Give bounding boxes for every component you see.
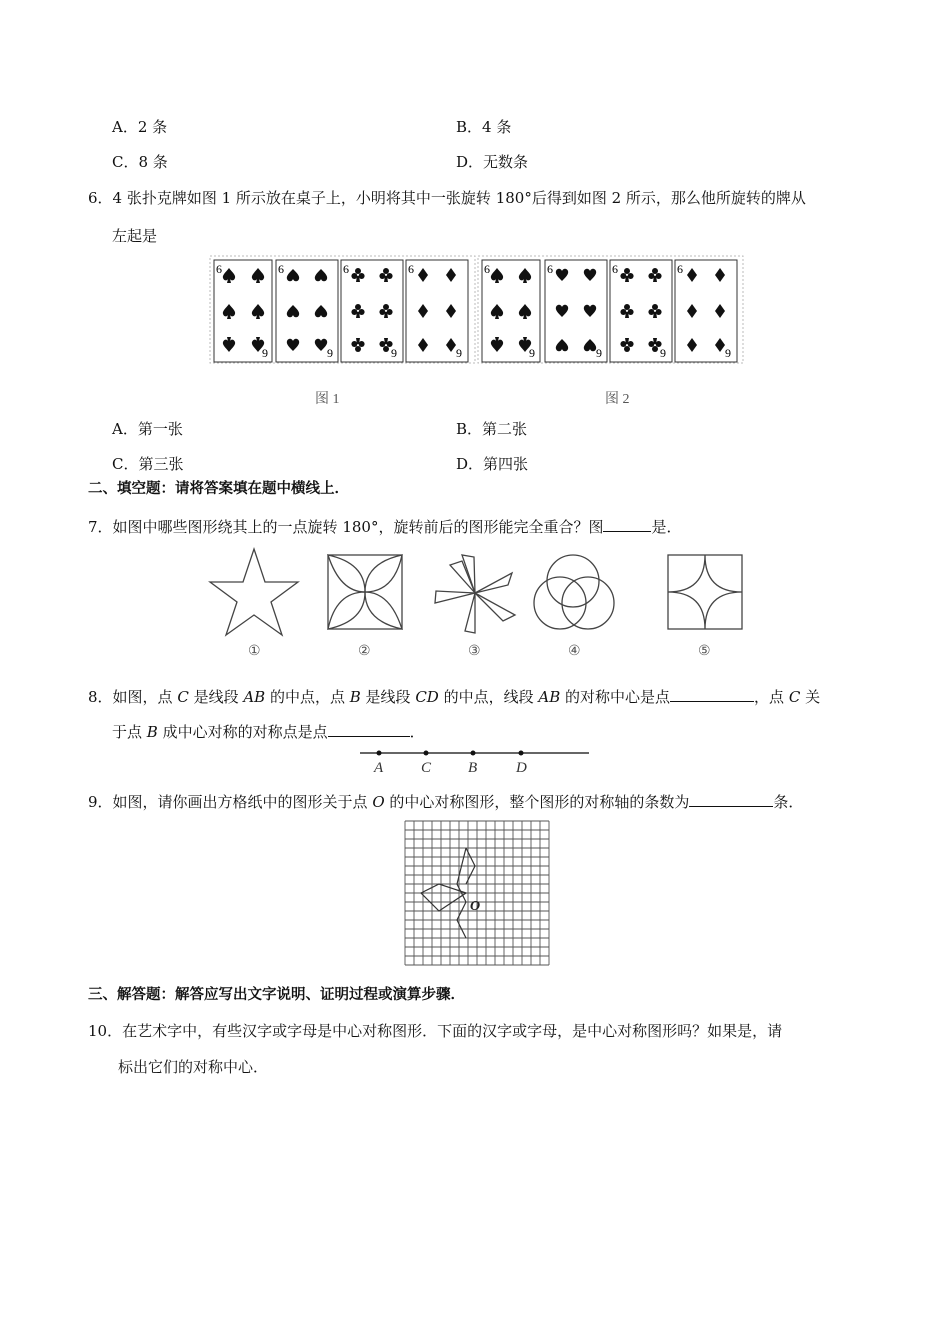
q7-text-b: 是． xyxy=(651,518,682,536)
q8-text: 是线段 xyxy=(188,688,244,706)
card-rank: 6 xyxy=(216,262,222,276)
fig2-card-1 xyxy=(482,260,540,362)
shape-label-2: ② xyxy=(358,644,371,659)
shape-4-three-circles xyxy=(534,555,614,629)
q6-cards-figure xyxy=(205,253,745,413)
fig2-caption: 图 2 xyxy=(605,392,630,407)
q7-shapes-figure xyxy=(200,543,750,660)
q6-option-d: D．第四张 xyxy=(456,455,529,473)
card-rank: 6 xyxy=(547,262,553,276)
card-rank: 6 xyxy=(612,262,618,276)
shape-label-4: ④ xyxy=(568,644,581,659)
q8-question-line1 xyxy=(88,685,820,707)
q9-point-o-label: O xyxy=(470,899,481,914)
q9-text: 9．如图，请你画出方格纸中的图形关于点 xyxy=(88,793,373,811)
q8-point-b: B xyxy=(349,688,361,706)
figure-2-cards xyxy=(478,256,743,363)
card-rank-inverted: 9 xyxy=(725,346,731,360)
q6-question-line1: 6．4 张扑克牌如图 1 所示放在桌子上，小明将其中一张旋转 180°后得到如图 2 所示，那么他所旋转的牌从 xyxy=(88,189,806,207)
q6-option-a: A．第一张 xyxy=(112,420,183,438)
q8-segment-figure xyxy=(355,745,595,777)
section-2-heading: 二、填空题：请将答案填在题中横线上． xyxy=(88,481,349,497)
shape-5-square-concave xyxy=(668,555,742,629)
q8-segment-cd: CD xyxy=(415,688,439,706)
q6-question-line2: 左起是 xyxy=(112,227,158,245)
card-rank-inverted: 9 xyxy=(596,346,602,360)
q8-point-c: C xyxy=(788,688,801,706)
point-d-dot xyxy=(519,751,524,756)
q8-text: ，点 xyxy=(754,688,789,706)
q8-text: 8．如图，点 xyxy=(88,688,178,706)
fig1-caption: 图 1 xyxy=(315,392,340,407)
q5-option-a: A．2 条 xyxy=(112,118,168,136)
point-d-label: D xyxy=(516,760,527,776)
shape-label-1: ① xyxy=(248,644,261,659)
card-rank: 6 xyxy=(343,262,349,276)
q9-point-o: O xyxy=(372,793,385,811)
q8-text: 的对称中心是点 xyxy=(560,688,671,706)
point-c-dot xyxy=(424,751,429,756)
q9-answer-blank[interactable] xyxy=(689,790,773,807)
q7-answer-blank[interactable] xyxy=(603,515,651,532)
q6-option-c: C．第三张 xyxy=(112,455,184,473)
point-a-dot xyxy=(377,751,382,756)
q5-option-d: D．无数条 xyxy=(456,153,529,171)
q8-text: 是线段 xyxy=(360,688,416,706)
card-rank-inverted: 9 xyxy=(327,346,333,360)
q7-question xyxy=(88,515,681,537)
fig1-card-3 xyxy=(341,260,403,362)
q8-text: 成中心对称的对称点是点 xyxy=(157,723,328,741)
q8-text: 关 xyxy=(800,688,821,706)
card-rank-inverted: 9 xyxy=(529,346,535,360)
fig1-card-2 xyxy=(276,260,338,362)
shape-label-5: ⑤ xyxy=(698,644,711,659)
card-rank-inverted: 9 xyxy=(262,346,268,360)
q7-text-a: 7．如图中哪些图形绕其上的一点旋转 180°，旋转前后的图形能完全重合？图 xyxy=(88,518,604,536)
q9-question xyxy=(88,790,803,812)
fig2-card-2 xyxy=(545,260,607,362)
q8-segment-ab: AB xyxy=(538,688,561,706)
shape-label-3: ③ xyxy=(468,644,481,659)
q9-text: 的中心对称图形，整个图形的对称轴的条数为 xyxy=(384,793,690,811)
fig2-card-4 xyxy=(675,260,737,362)
q6-option-b: B．第二张 xyxy=(456,420,528,438)
card-rank: 6 xyxy=(278,262,284,276)
square-grid xyxy=(405,821,549,965)
point-c-label: C xyxy=(421,760,432,776)
q9-grid-figure xyxy=(400,818,550,966)
point-b-label: B xyxy=(468,760,478,776)
q8-text: 于点 xyxy=(112,723,147,741)
fig1-card-4 xyxy=(406,260,468,362)
card-rank-inverted: 9 xyxy=(391,346,397,360)
point-b-dot xyxy=(471,751,476,756)
fig1-card-1 xyxy=(214,260,272,362)
fig2-card-3 xyxy=(610,260,672,362)
point-a-label: A xyxy=(374,760,384,776)
shape-3-pinwheel xyxy=(435,555,515,633)
card-rank-inverted: 9 xyxy=(456,346,462,360)
q5-option-c: C．8 条 xyxy=(112,153,168,171)
q8-point-c: C xyxy=(177,688,189,706)
q8-text: ． xyxy=(409,723,425,741)
q8-answer-blank-2[interactable] xyxy=(328,720,410,737)
figure-1-cards xyxy=(210,256,475,363)
q9-text: 条． xyxy=(773,793,804,811)
q5-option-b: B．4 条 xyxy=(456,118,512,136)
q10-question-line1: 10．在艺术字中，有些汉字或字母是中心对称图形．下面的汉字或字母，是中心对称图形吗？如果是，请 xyxy=(88,1022,783,1040)
card-rank-inverted: 9 xyxy=(660,346,666,360)
section-3-heading: 三、解答题：解答应写出文字说明、证明过程或演算步骤． xyxy=(88,987,465,1003)
q8-point-b: B xyxy=(146,723,158,741)
shape-2-square-petals xyxy=(328,555,402,629)
q10-question-line2: 标出它们的对称中心． xyxy=(118,1058,269,1076)
q8-text: 的中点，点 xyxy=(265,688,350,706)
card-rank: 6 xyxy=(484,262,490,276)
card-rank: 6 xyxy=(408,262,414,276)
card-rank: 6 xyxy=(677,262,683,276)
q8-answer-blank-1[interactable] xyxy=(670,685,754,702)
q8-text: 的中点，线段 xyxy=(438,688,539,706)
q8-segment-ab: AB xyxy=(243,688,266,706)
q8-question-line2 xyxy=(112,720,425,742)
shape-1-star xyxy=(210,549,298,635)
